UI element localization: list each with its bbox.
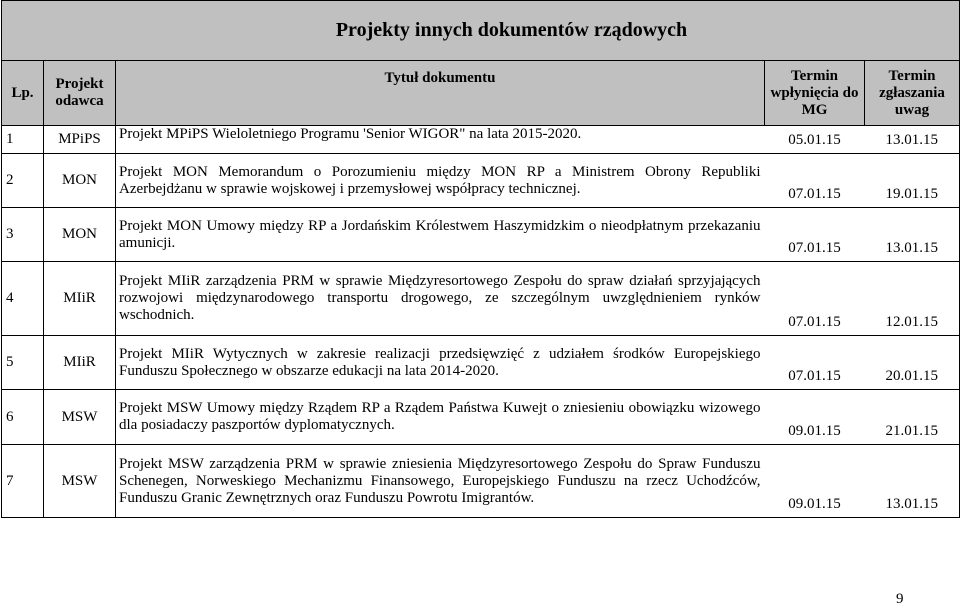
table-row <box>2 154 960 208</box>
row-zglaszanie: 13.01.15 <box>865 445 960 518</box>
table-row <box>2 208 960 262</box>
row-zglaszanie: 20.01.15 <box>865 336 960 390</box>
row-lp: 5 <box>2 336 44 390</box>
row-lp: 2 <box>2 154 44 208</box>
row-odawca: MSW <box>44 390 116 445</box>
header-wplyniecie: Termin wpłynięcia do MG <box>765 61 865 126</box>
row-odawca: MPiPS <box>44 126 116 154</box>
row-zglaszanie: 13.01.15 <box>865 208 960 262</box>
row-lp: 1 <box>2 126 44 154</box>
documents-table <box>1 0 960 518</box>
row-zglaszanie: 21.01.15 <box>865 390 960 445</box>
row-odawca: MIiR <box>44 336 116 390</box>
row-odawca: MON <box>44 154 116 208</box>
row-odawca: MSW <box>44 445 116 518</box>
row-title: Projekt MON Umowy między RP a Jordańskim Królestwem Haszymidzkim o nieodpłatnym przekazaniu amunicji. <box>116 208 765 262</box>
row-title: Projekt MIiR Wytycznych w zakresie realizacji przedsięwzięć z udziałem środków Europejskiego Funduszu Społecznego w obszarze edukacji na lata 2014-2020. <box>116 336 765 390</box>
header-lp: Lp. <box>2 61 44 126</box>
row-title: Projekt MPiPS Wieloletniego Programu 'Senior WIGOR" na lata 2015-2020. <box>116 126 765 154</box>
table-row <box>2 445 960 518</box>
table-row <box>2 262 960 336</box>
row-wplyniecie: 09.01.15 <box>765 390 865 445</box>
table-row <box>2 390 960 445</box>
row-lp: 6 <box>2 390 44 445</box>
table-row <box>2 336 960 390</box>
row-wplyniecie: 05.01.15 <box>765 126 865 154</box>
page-number: 9 <box>896 591 904 607</box>
row-title: Projekt MIiR zarządzenia PRM w sprawie Międzyresortowego Zespołu do spraw działań sprzyjających rozwojowi międzynarodowego transportu drogowego, ze szczególnym uwzględnieniem rynków wschodnich. <box>116 262 765 336</box>
row-title: Projekt MSW zarządzenia PRM w sprawie zniesienia Międzyresortowego Zespołu do Spraw Funduszu Schenegen, Norweskiego Mechanizmu Finansowego, Europejskiego Funduszu na rzecz Uchodźców, Funduszu Granic Zewnętrznych oraz Funduszu Powrotu Imigrantów. <box>116 445 765 518</box>
row-zglaszanie: 13.01.15 <box>865 126 960 154</box>
header-odawca: Projekt odawca <box>44 61 116 126</box>
table-row <box>2 126 960 154</box>
header-tytul: Tytuł dokumentu <box>116 61 765 126</box>
row-wplyniecie: 07.01.15 <box>765 262 865 336</box>
row-title: Projekt MON Memorandum o Porozumieniu między MON RP a Ministrem Obrony Republiki Azerbejdżanu w sprawie wojskowej i przemysłowej współpracy technicznej. <box>116 154 765 208</box>
row-zglaszanie: 12.01.15 <box>865 262 960 336</box>
row-wplyniecie: 07.01.15 <box>765 154 865 208</box>
row-odawca: MIiR <box>44 262 116 336</box>
row-wplyniecie: 09.01.15 <box>765 445 865 518</box>
row-odawca: MON <box>44 208 116 262</box>
row-zglaszanie: 19.01.15 <box>865 154 960 208</box>
table-title: Projekty innych dokumentów rządowych <box>2 1 960 61</box>
row-lp: 4 <box>2 262 44 336</box>
row-wplyniecie: 07.01.15 <box>765 336 865 390</box>
header-zglaszanie: Termin zgłaszania uwag <box>865 61 960 126</box>
row-lp: 3 <box>2 208 44 262</box>
row-lp: 7 <box>2 445 44 518</box>
row-title: Projekt MSW Umowy między Rządem RP a Rządem Państwa Kuwejt o zniesieniu obowiązku wizowego dla posiadaczy paszportów dyplomatycznych. <box>116 390 765 445</box>
row-wplyniecie: 07.01.15 <box>765 208 865 262</box>
